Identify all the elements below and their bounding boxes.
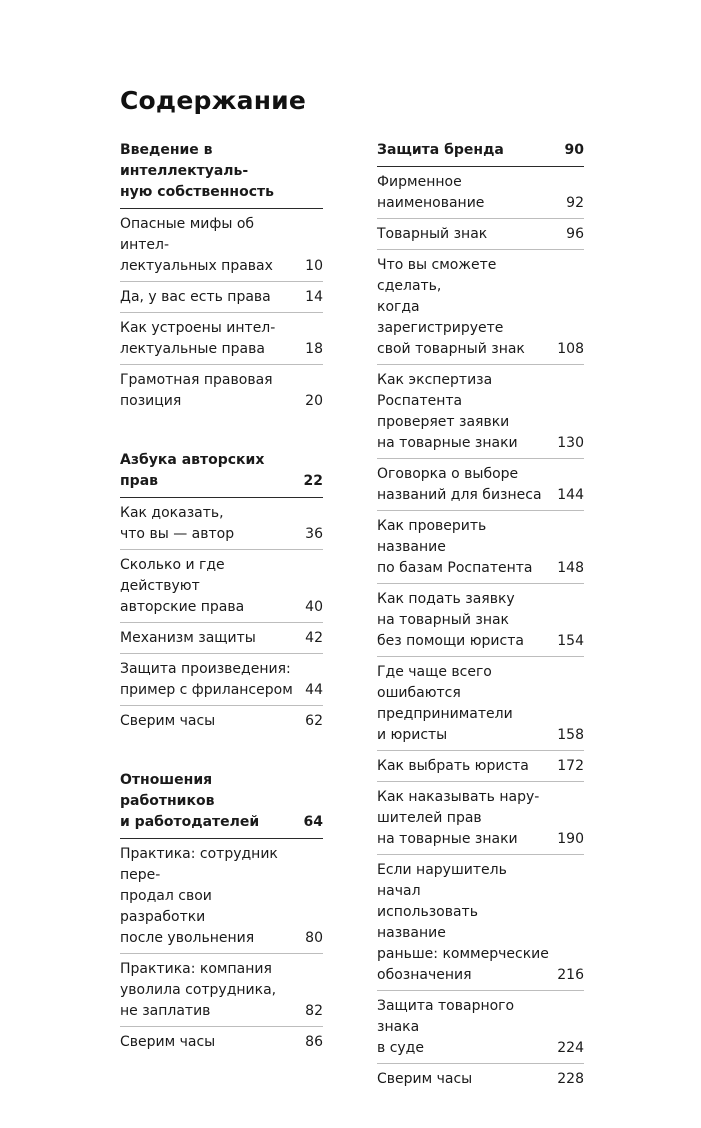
toc-entry-page: 10 [305, 258, 323, 274]
toc-entry-title: Где чаще всего ошибаются предприниматели и юристы [377, 664, 513, 743]
toc-column-right [377, 140, 584, 1128]
toc-entry-title: Практика: компания уволила сотрудника, не заплатив [120, 961, 277, 1019]
toc-entry-title: Как подать заявку на товарный знак без помощи юриста [377, 591, 524, 649]
toc-entry[interactable] [377, 991, 584, 1064]
toc-entry[interactable] [120, 954, 323, 1027]
section-heading[interactable] [120, 450, 323, 498]
toc-entry-title: Практика: сотрудник пере- продал свои разработки после увольнения [120, 846, 278, 946]
toc-entry-page: 216 [557, 967, 584, 983]
toc-entry-title: Да, у вас есть права [120, 289, 271, 305]
toc-entry-title: Защита товарного знака в суде [377, 998, 515, 1056]
toc-section [120, 770, 323, 1057]
toc-entry-title: Как наказывать нару- шителей прав на товарные знаки [377, 789, 540, 847]
toc-entry[interactable] [120, 550, 323, 623]
toc-entry-title: Фирменное наименование [377, 174, 485, 211]
toc-section [377, 140, 584, 1094]
toc-section [120, 140, 323, 416]
toc-entry-title: Как выбрать юриста [377, 758, 529, 774]
toc-entry[interactable] [120, 1027, 323, 1057]
toc-entry-page: 20 [305, 393, 323, 409]
toc-entry-title: Сверим часы [377, 1071, 473, 1087]
toc-column-left [120, 140, 323, 1091]
toc-entry[interactable] [120, 282, 323, 313]
toc-entry[interactable] [377, 365, 584, 459]
toc-entry[interactable] [120, 654, 323, 706]
toc-entry-page: 36 [305, 526, 323, 542]
section-heading-title: Азбука авторских прав [120, 452, 265, 489]
toc-entry[interactable] [120, 706, 323, 736]
toc-entry-title: Как доказать, что вы — автор [120, 505, 235, 542]
section-heading[interactable] [120, 770, 323, 839]
toc-entry-title: Опасные мифы об интел- лектуальных правах [120, 216, 273, 274]
toc-entry[interactable] [377, 855, 584, 991]
toc-entry[interactable] [120, 839, 323, 954]
section-heading[interactable] [377, 140, 584, 167]
toc-entry-page: 42 [305, 630, 323, 646]
toc-entry-title: Что вы сможете сделать, когда зарегистрируете свой товарный знак [377, 257, 525, 357]
toc-entry-title: Грамотная правовая позиция [120, 372, 273, 409]
section-heading-title: Отношения работников и работодателей [120, 772, 260, 830]
section-heading-page: 22 [303, 473, 323, 489]
toc-entry[interactable] [377, 167, 584, 219]
toc-entry-title: Сколько и где действуют авторские права [120, 557, 245, 615]
toc-entry-page: 158 [557, 727, 584, 743]
toc-entry-title: Механизм защиты [120, 630, 256, 646]
toc-entry-title: Если нарушитель начал использовать название раньше: коммерческие обозначения [377, 862, 549, 983]
toc-entry[interactable] [377, 1064, 584, 1094]
toc-entry-page: 82 [305, 1003, 323, 1019]
toc-entry-page: 154 [557, 633, 584, 649]
section-heading[interactable] [120, 140, 323, 209]
toc-entry-page: 130 [557, 435, 584, 451]
toc-entry-page: 80 [305, 930, 323, 946]
toc-entry[interactable] [377, 584, 584, 657]
toc-entry-page: 228 [557, 1071, 584, 1087]
toc-entry-page: 92 [566, 195, 584, 211]
toc-entry-page: 144 [557, 487, 584, 503]
section-heading-page: 64 [303, 814, 323, 830]
toc-entry-title: Как устроены интел- лектуальные права [120, 320, 276, 357]
toc-entry-page: 86 [305, 1034, 323, 1050]
toc-entry[interactable] [120, 498, 323, 550]
toc-entry-page: 224 [557, 1040, 584, 1056]
toc-entry-page: 172 [557, 758, 584, 774]
toc-entry-page: 190 [557, 831, 584, 847]
toc-entry[interactable] [377, 511, 584, 584]
toc-entry[interactable] [120, 623, 323, 654]
toc-entry-page: 40 [305, 599, 323, 615]
toc-entry-title: Оговорка о выборе названий для бизнеса [377, 466, 542, 503]
toc-entry-title: Как проверить название по базам Роспатента [377, 518, 533, 576]
toc-entry-page: 44 [305, 682, 323, 698]
toc-entry-title: Сверим часы [120, 1034, 216, 1050]
toc-entry-title: Товарный знак [377, 226, 488, 242]
section-heading-title: Введение в интеллектуаль- ную собственность [120, 142, 274, 200]
toc-entry[interactable] [377, 219, 584, 250]
toc-section [120, 450, 323, 736]
toc-entry[interactable] [377, 459, 584, 511]
toc-entry[interactable] [377, 782, 584, 855]
toc-entry[interactable] [377, 751, 584, 782]
section-heading-page: 90 [564, 142, 584, 158]
toc-entry-page: 62 [305, 713, 323, 729]
toc-entry-page: 148 [557, 560, 584, 576]
toc-entry-page: 96 [566, 226, 584, 242]
toc-entry[interactable] [120, 313, 323, 365]
toc-entry-title: Защита произведения: пример с фрилансером [120, 661, 293, 698]
toc-entry-title: Как экспертиза Роспатента проверяет заявки на товарные знаки [377, 372, 518, 451]
toc-entry[interactable] [120, 209, 323, 282]
toc-entry-page: 18 [305, 341, 323, 357]
toc-entry[interactable] [377, 657, 584, 751]
toc-entry-page: 108 [557, 341, 584, 357]
toc-entry[interactable] [377, 250, 584, 365]
toc-entry-title: Сверим часы [120, 713, 216, 729]
section-heading-title: Защита бренда [377, 142, 504, 158]
toc-entry-page: 14 [305, 289, 323, 305]
toc-entry[interactable] [120, 365, 323, 416]
page-title: Содержание [120, 86, 307, 115]
